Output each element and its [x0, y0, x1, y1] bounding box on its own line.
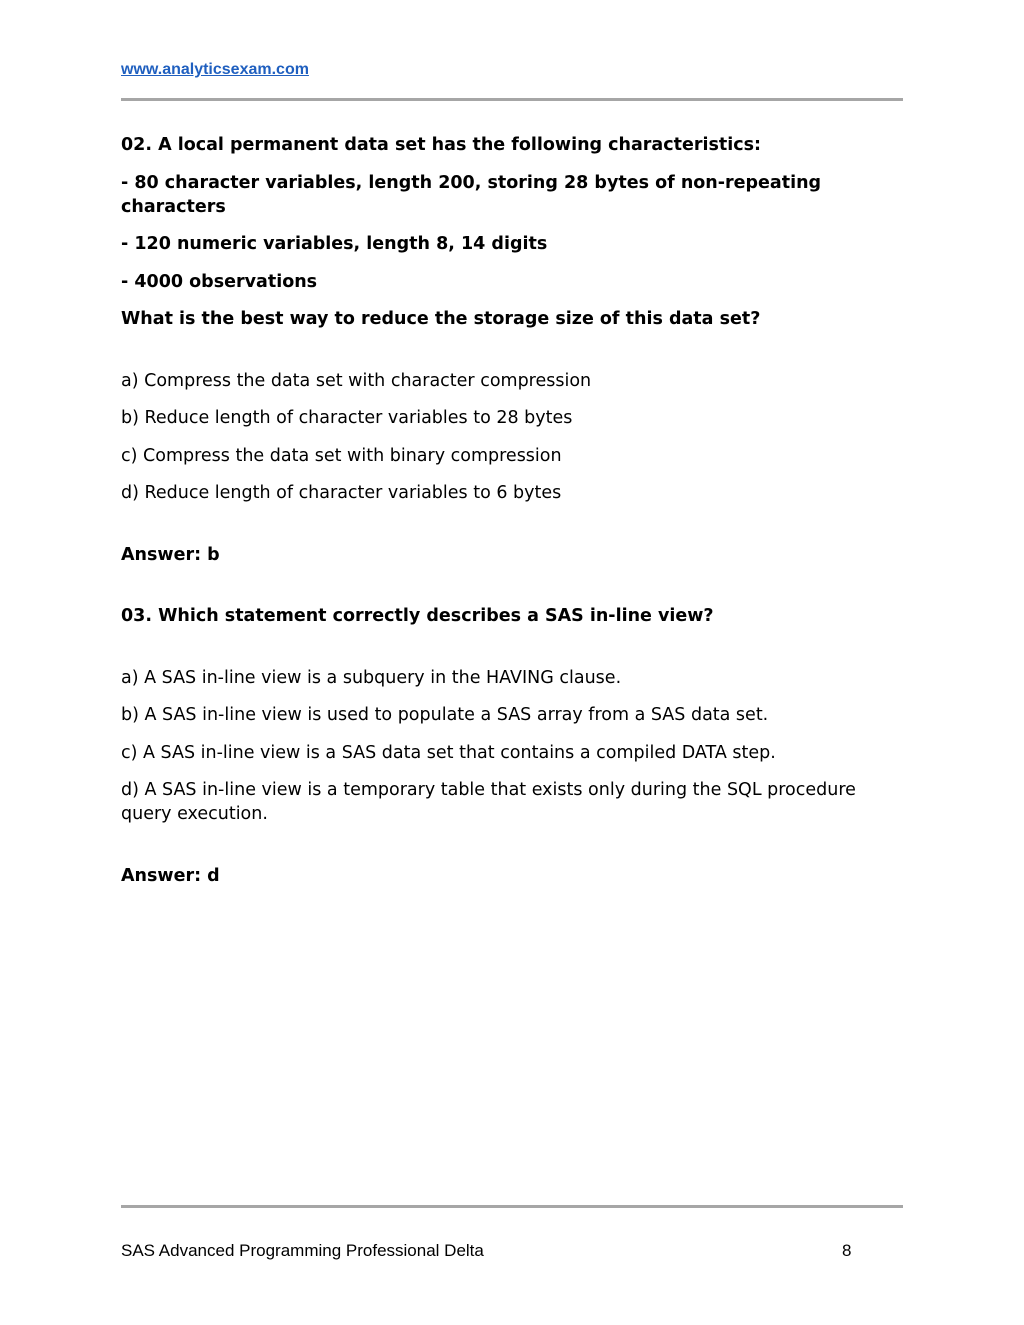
q2-option-b: b) Reduce length of character variables to 28 bytes [121, 408, 573, 428]
website-link[interactable]: www.analyticsexam.com [121, 61, 309, 78]
q2-option-c: c) Compress the data set with binary compression [121, 445, 562, 466]
footer-title: SAS Advanced Programming Professional Delta [121, 1241, 484, 1260]
page-number: 8 [842, 1241, 852, 1260]
q3-option-a: a) A SAS in-line view is a subquery in the HAVING clause. [121, 667, 622, 688]
q2-point-3: - 4000 observations [121, 271, 318, 292]
q3-option-d: d) A SAS in-line view is a temporary table that exists only during the SQL procedure query execution. [121, 780, 856, 824]
q2-point-1: - 80 character variables, length 200, storing 28 bytes of non-repeating characters [121, 172, 822, 217]
q3-answer: Answer: d [121, 865, 220, 886]
q2-question: What is the best way to reduce the storage size of this data set? [121, 309, 761, 329]
q3-option-c: c) A SAS in-line view is a SAS data set that contains a compiled DATA step. [121, 742, 776, 763]
q2-option-a: a) Compress the data set with character compression [121, 370, 592, 391]
q2-point-2: - 120 numeric variables, length 8, 14 digits [121, 234, 548, 254]
header-divider [121, 98, 903, 101]
footer-divider [121, 1205, 903, 1208]
page-content [121, 133, 881, 901]
q2-stem: 02. A local permanent data set has the following characteristics: [121, 135, 762, 155]
q2-option-d: d) Reduce length of character variables to 6 bytes [121, 483, 562, 503]
q3-stem: 03. Which statement correctly describes a SAS in-line view? [121, 606, 714, 626]
q2-answer: Answer: b [121, 544, 220, 565]
q3-option-b: b) A SAS in-line view is used to populate a SAS array from a SAS data set. [121, 705, 769, 725]
